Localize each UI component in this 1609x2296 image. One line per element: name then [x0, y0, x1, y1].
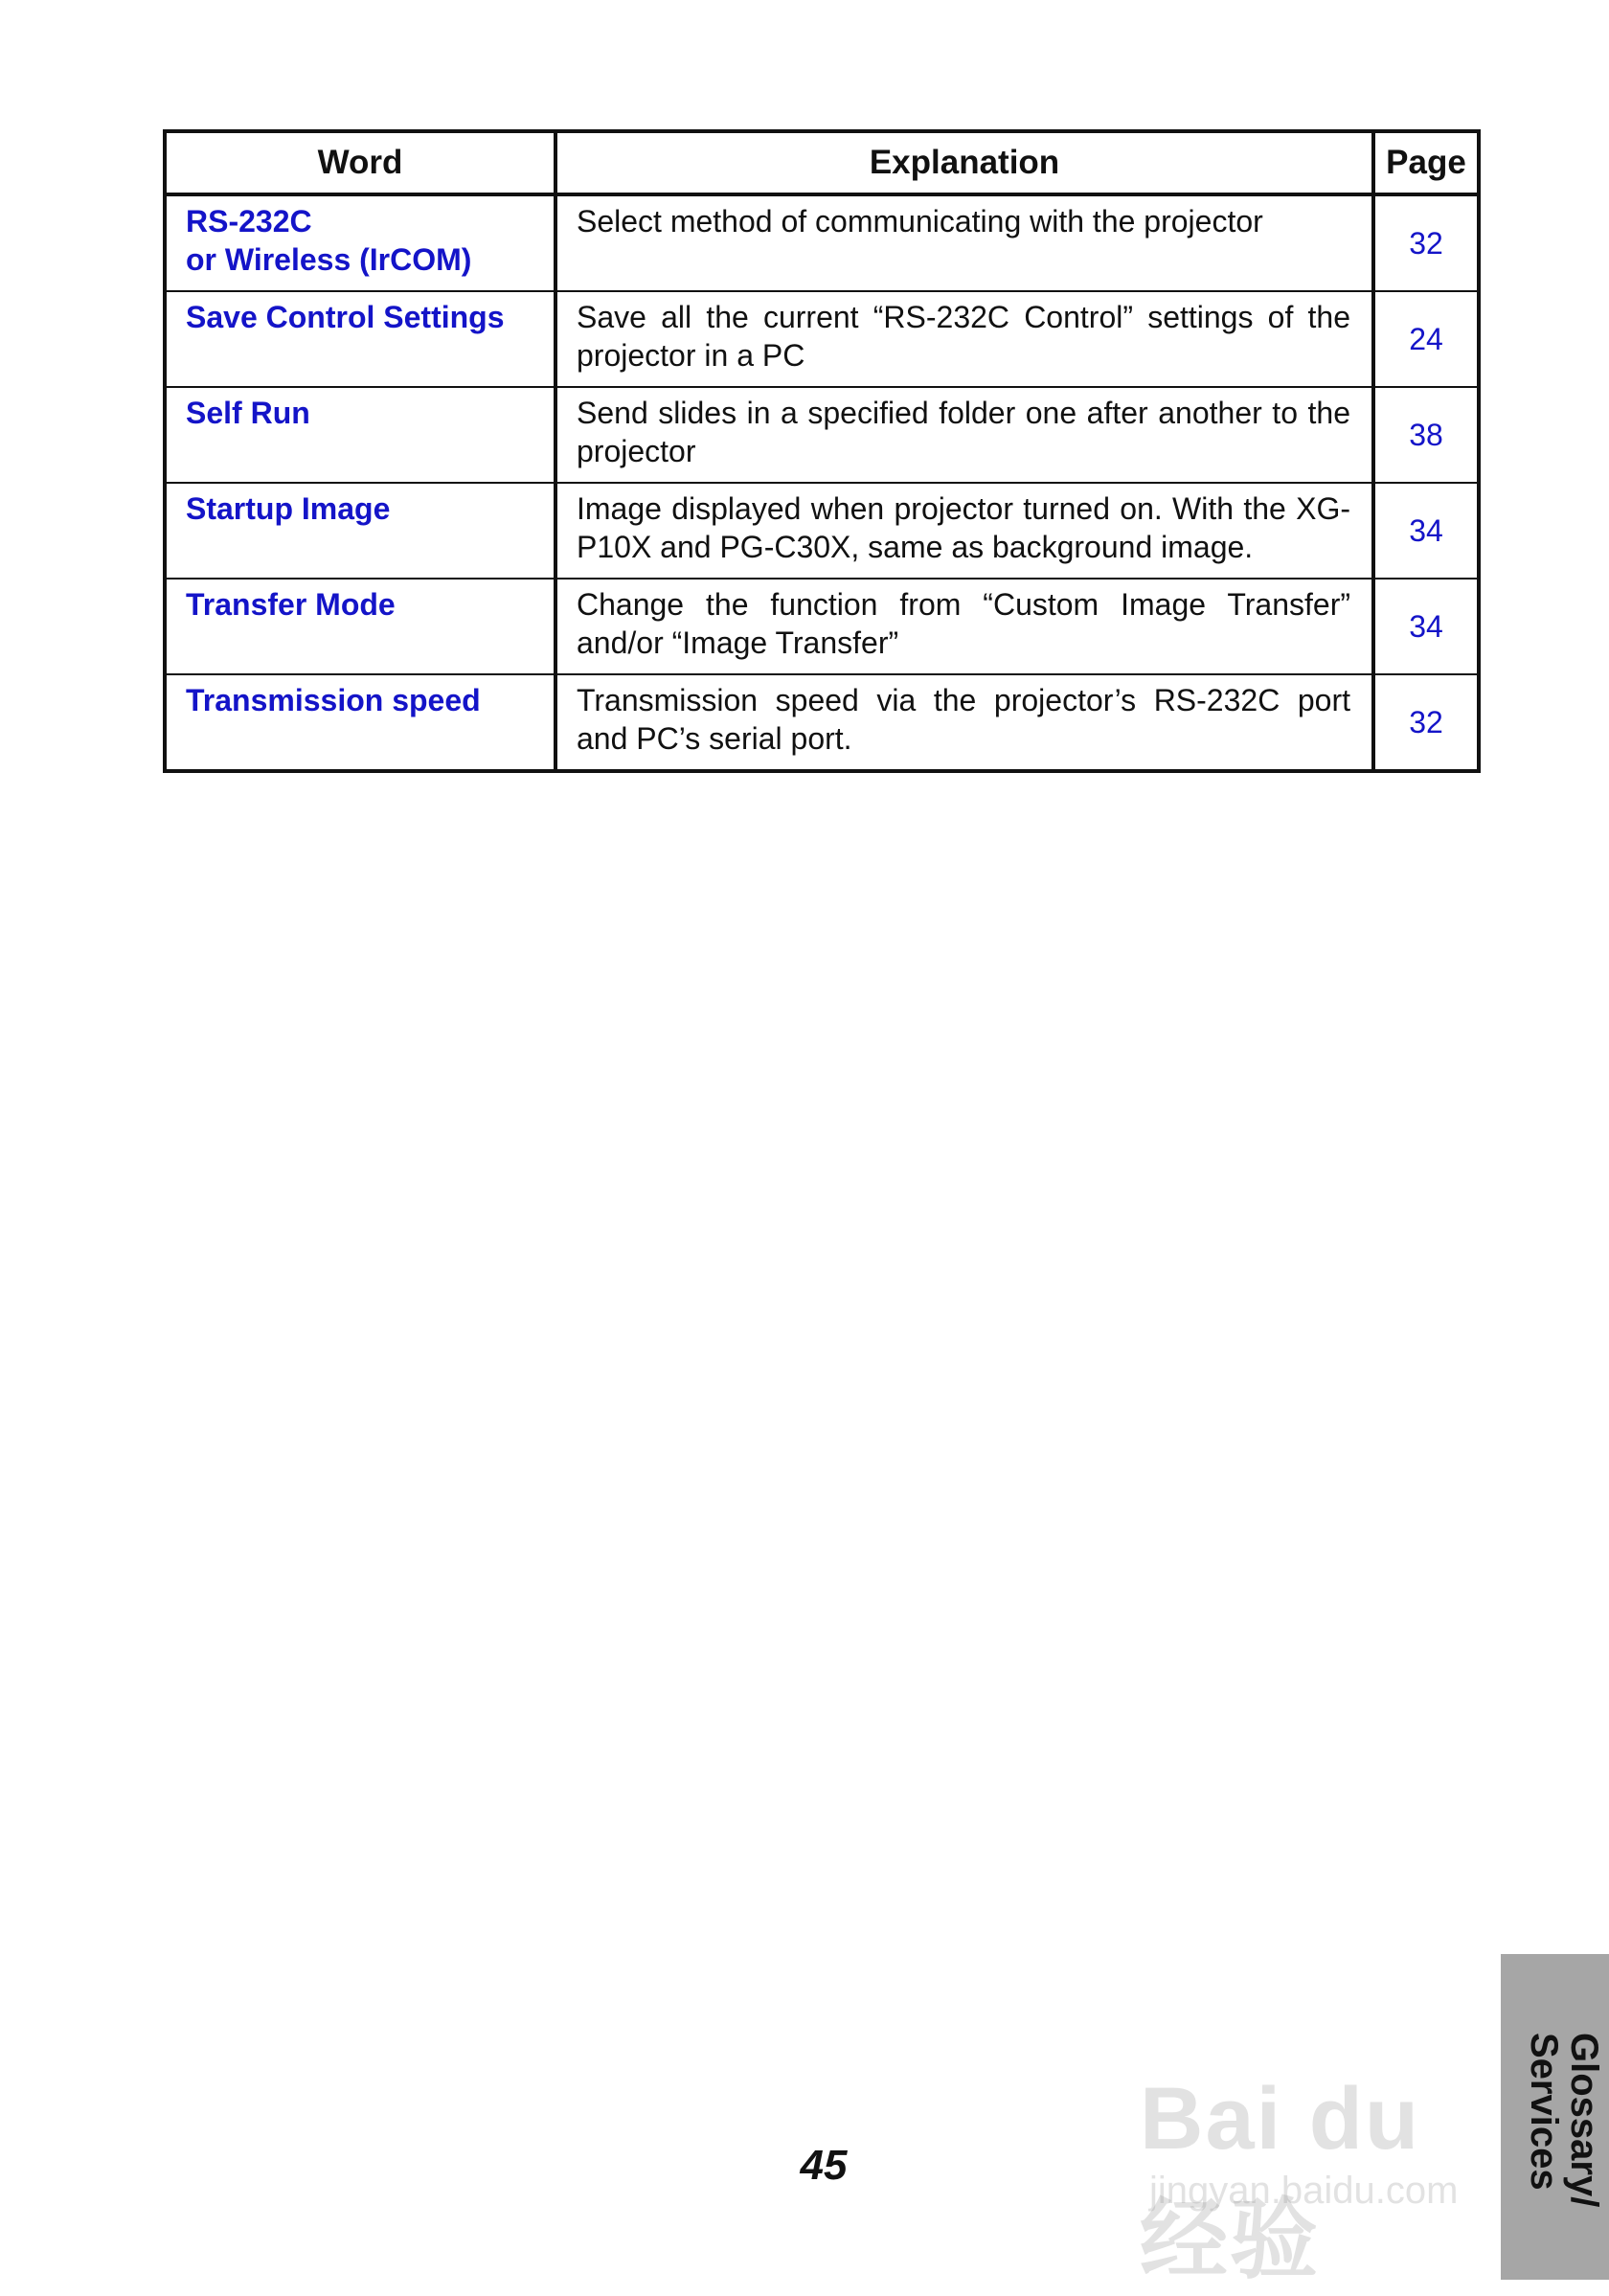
page-reference-link[interactable]: 32: [1373, 674, 1479, 771]
page-reference-link[interactable]: 34: [1373, 483, 1479, 579]
explanation-cell: Transmission speed via the projector’s RS-232C port and PC’s serial port.: [555, 674, 1373, 771]
page-reference-link[interactable]: 24: [1373, 291, 1479, 387]
explanation-cell: Image displayed when projector turned on. With the XG-P10X and PG-C30X, same as background image.: [555, 483, 1373, 579]
side-tab-label: [1508, 1960, 1604, 2285]
table-row: [165, 387, 1479, 483]
word-cell[interactable]: [165, 674, 555, 771]
page-number: 45: [800, 2142, 848, 2189]
header-page: Page: [1373, 131, 1479, 194]
explanation-cell: Select method of communicating with the projector: [555, 194, 1373, 291]
word-term[interactable]: Self Run: [186, 396, 310, 430]
word-cell[interactable]: [165, 387, 555, 483]
table-row: [165, 194, 1479, 291]
table-row: [165, 579, 1479, 674]
table-header-row: [165, 131, 1479, 194]
word-term[interactable]: Transfer Mode: [186, 587, 396, 622]
side-tab-line: Glossary/: [1563, 2033, 1605, 2208]
word-term[interactable]: RS-232C: [186, 204, 312, 239]
word-cell[interactable]: [165, 194, 555, 291]
header-explanation: Explanation: [555, 131, 1373, 194]
word-term[interactable]: Startup Image: [186, 491, 391, 526]
page-reference-link[interactable]: 38: [1373, 387, 1479, 483]
table-row: [165, 674, 1479, 771]
page-reference-link[interactable]: 32: [1373, 194, 1479, 291]
header-word: Word: [165, 131, 555, 194]
table-row: [165, 483, 1479, 579]
watermark: [1140, 2040, 1523, 2289]
word-term[interactable]: or Wireless (IrCOM): [186, 242, 472, 277]
word-cell[interactable]: [165, 291, 555, 387]
word-cell[interactable]: [165, 579, 555, 674]
table-row: [165, 291, 1479, 387]
word-cell[interactable]: [165, 483, 555, 579]
watermark-url: jingyan.baidu.com: [1149, 2170, 1459, 2212]
word-term[interactable]: Save Control Settings: [186, 300, 505, 334]
page-reference-link[interactable]: 34: [1373, 579, 1479, 674]
explanation-cell: Save all the current “RS-232C Control” settings of the projector in a PC: [555, 291, 1373, 387]
word-term[interactable]: Transmission speed: [186, 683, 481, 717]
side-tab-line: Services: [1523, 2033, 1565, 2191]
explanation-cell: Send slides in a specified folder one after another to the projector: [555, 387, 1373, 483]
glossary-table: [163, 129, 1481, 773]
explanation-cell: Change the function from “Custom Image Transfer” and/or “Image Transfer”: [555, 579, 1373, 674]
section-side-tab[interactable]: [1501, 1954, 1609, 2280]
watermark-logo: Bai du 经验: [1140, 2070, 1421, 2289]
